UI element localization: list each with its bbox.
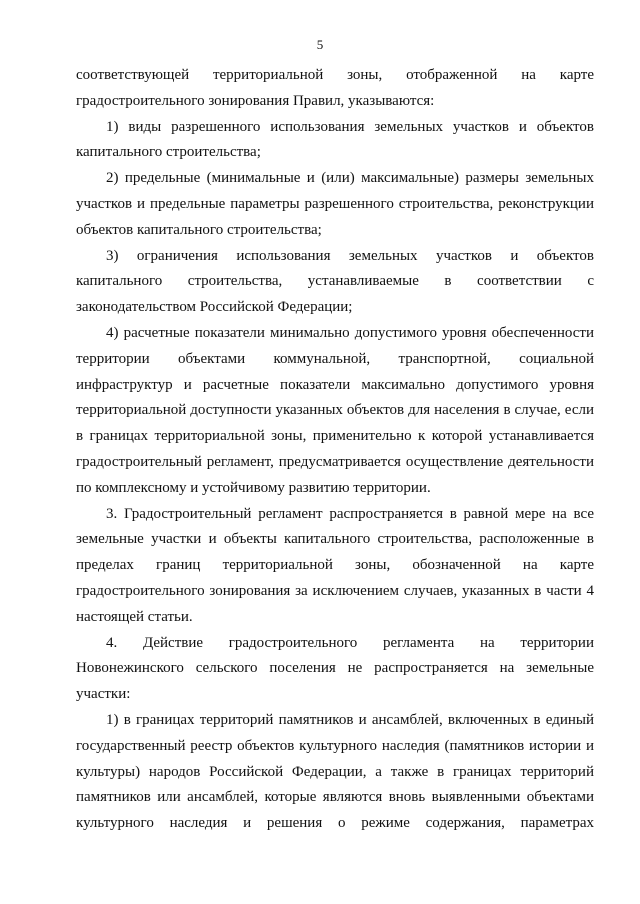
paragraph-section-3: 3. Градостроительный регламент распространяется в равной мере на все земельные участки и объекты капитального строительства, расположенные в пределах границ территориальной зоны, обозначенной на карте градостроительного зонирования за исключением случаев, указанных в части 4 настоящей статьи. <box>76 505 594 625</box>
page-number: 5 <box>316 37 324 52</box>
paragraph-item-3-restrictions: 3) ограничения использования земельных участков и объектов капитального строительства, устанавливаемые в соответствии с законодательством Российской Федерации; <box>76 247 594 316</box>
paragraph-section-4-item-1: 1) в границах территорий памятников и ансамблей, включенных в единый государственный реестр объектов культурного наследия (памятников истории и культуры) народов Российской Федерации, а также в границах территорий памятников или ансамблей, которые являются вновь выявленными объектами культурного наследия и решения о режиме содержания, параметрах <box>76 711 594 832</box>
paragraph-item-1-land-use: 1) виды разрешенного использования земельных участков и объектов капитального строительства; <box>76 118 594 161</box>
paragraph-item-4-indicators: 4) расчетные показатели минимально допустимого уровня обеспеченности территории объектами коммунальной, транспортной, социальной инфраструктур и расчетные показатели максимально допустимого уровня территориальной доступности указанных объектов для населения в случае, если в границах территориальной зоны, применительно к которой устанавливается градостроительный регламент, предусматривается осуществление деятельности по комплексному и устойчивому развитию территории. <box>76 324 594 496</box>
document-body <box>76 63 594 837</box>
paragraph-item-2-limits: 2) предельные (минимальные и (или) максимальные) размеры земельных участков и предельные параметры разрешенного строительства, реконструкции объектов капитального строительства; <box>76 170 594 238</box>
paragraph-section-4: 4. Действие градостроительного регламента на территории Новонежинского сельского поселения не распространяется на земельные участки: <box>76 634 594 703</box>
paragraph-zone-intro: соответствующей территориальной зоны, отображенной на карте градостроительного зонирования Правил, указываются: <box>76 67 594 109</box>
